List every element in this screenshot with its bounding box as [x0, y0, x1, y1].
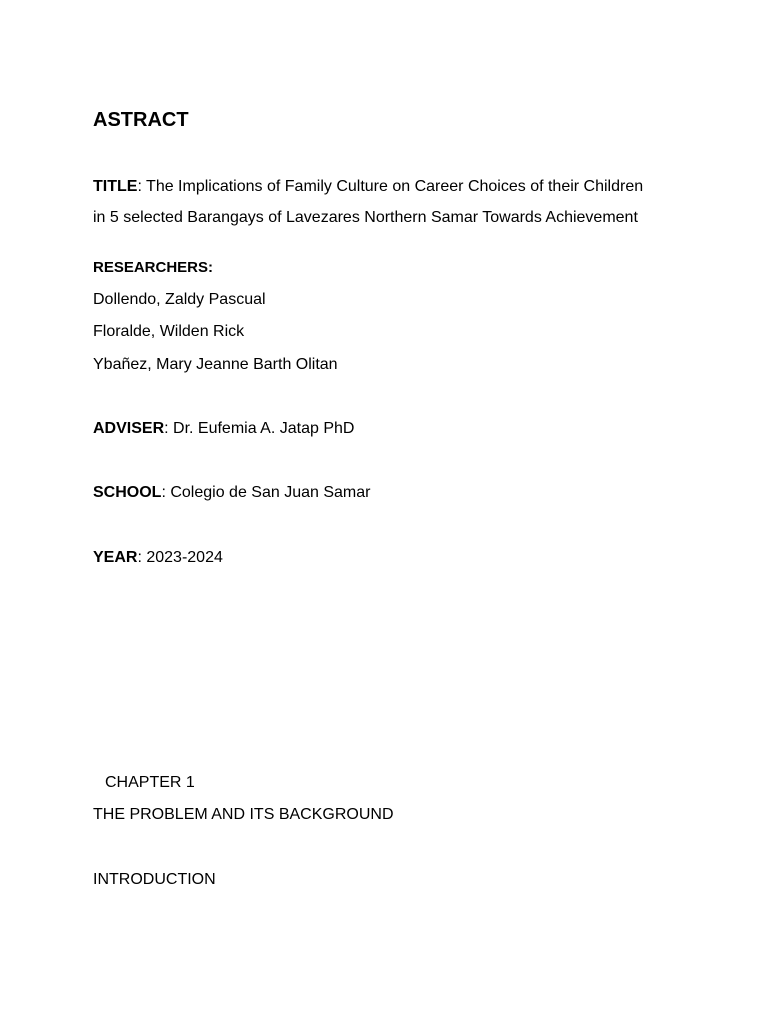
year-value: : 2023-2024: [137, 549, 223, 566]
title-text-1: : The Implications of Family Culture on Career Choices of their Children: [137, 178, 644, 195]
adviser-line: [93, 419, 354, 439]
chapter-number: CHAPTER 1: [105, 774, 195, 791]
adviser-value: : Dr. Eufemia A. Jatap PhD: [164, 420, 355, 437]
adviser-label: ADVISER: [93, 420, 165, 437]
title-line-1: [93, 177, 643, 197]
abstract-heading: ASTRACT: [93, 109, 189, 131]
year-label: YEAR: [93, 549, 138, 566]
school-label: SCHOOL: [93, 484, 162, 501]
researcher-name-2: Floralde, Wilden Rick: [93, 323, 245, 340]
researcher-name-1: Dollendo, Zaldy Pascual: [93, 291, 266, 308]
researchers-label: RESEARCHERS:: [93, 259, 214, 276]
school-value: : Colegio de San Juan Samar: [161, 484, 371, 501]
researcher-name-3: Ybañez, Mary Jeanne Barth Olitan: [93, 356, 338, 373]
section-introduction: INTRODUCTION: [93, 871, 216, 888]
title-label: TITLE: [93, 178, 138, 195]
year-line: [93, 548, 223, 568]
school-line: [93, 483, 370, 503]
chapter-title: THE PROBLEM AND ITS BACKGROUND: [93, 806, 394, 823]
title-line-2: in 5 selected Barangays of Lavezares Northern Samar Towards Achievement: [93, 209, 638, 226]
